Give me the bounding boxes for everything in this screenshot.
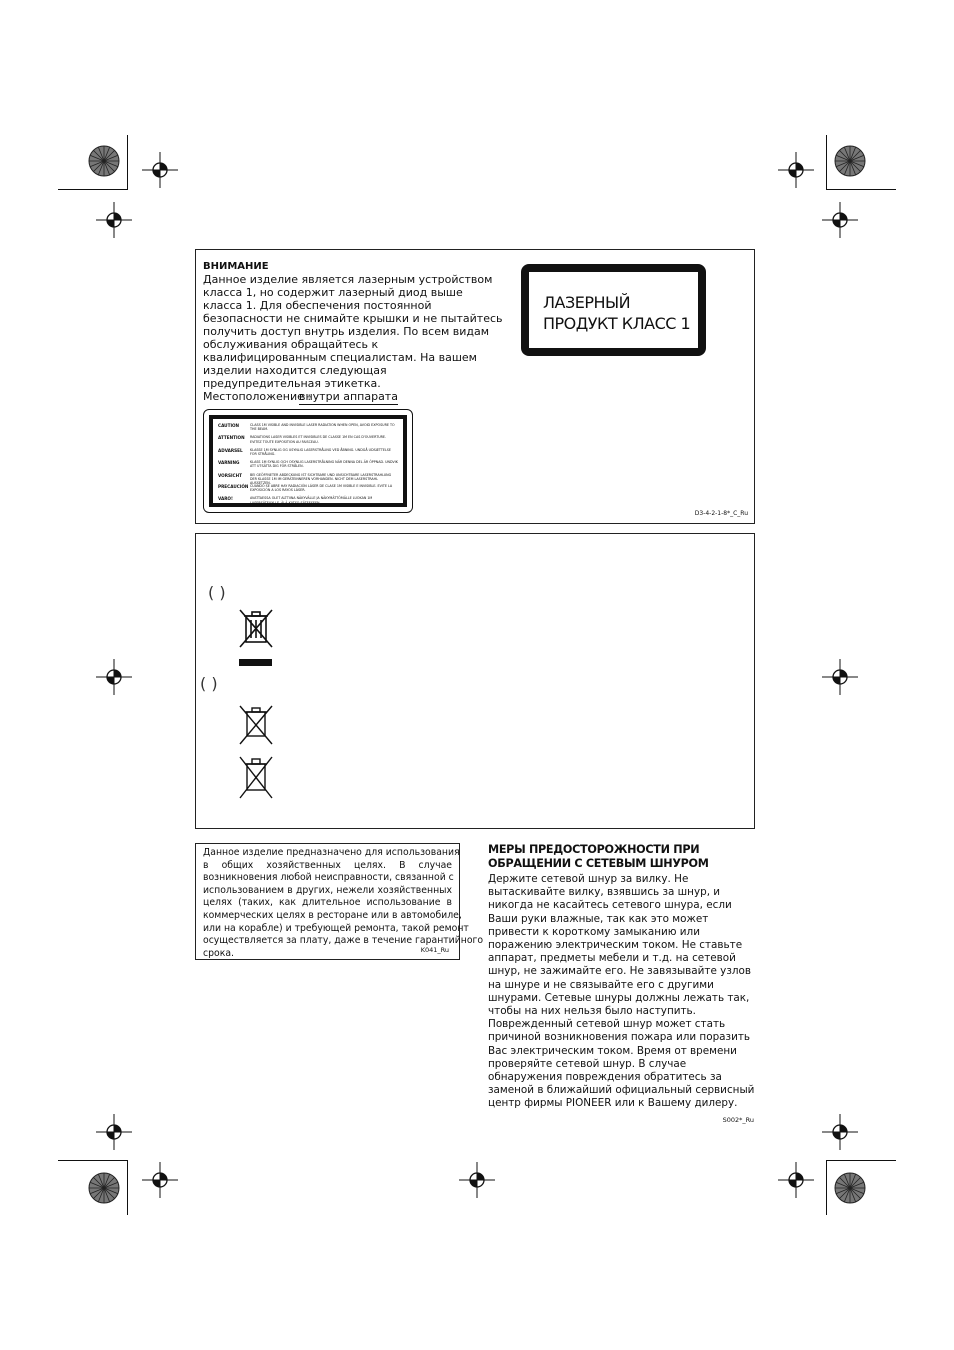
registration-mark-icon [459,1162,495,1198]
sticker-text: CUANDO SE ABRE HAY RADIACIÓN LÁSER DE CLASE 1M VISIBLE E INVISIBLE. EVITE LA EXPOSICIÓN A LOS RAYOS LÁSER. [250,483,393,493]
power-cord-line: шнурами. Сетевые шнуры должны лежать так, [488,991,750,1004]
laser-text-line: обслуживания обращайтесь к [203,338,379,351]
power-cord-heading: ОБРАЩЕНИИ С СЕТЕВЫМ ШНУРОМ [488,857,709,870]
notice-line: в общих хозяйственных целях. В случае [203,859,452,871]
registration-mark-icon [142,1162,178,1198]
power-cord-line: Держите сетевой шнур за вилку. Не [488,873,689,885]
location-label: Местоположение : [203,390,312,403]
starburst-target-icon [88,1172,120,1204]
sticker-row [218,448,399,456]
laser-class-label [521,264,706,356]
laser-text-line: предупредительная этикетка. [203,377,381,390]
power-cord-line: центр фирмы PIONEER или к Вашему дилеру. [488,1097,738,1110]
laser-code: D3-4-2-1-8*_C_Ru [694,510,748,517]
notice-line: срока. [203,947,234,959]
sticker-row [218,496,399,504]
power-cord-line: поражению электрическим током. Не ставьте [488,939,743,952]
laser-text-line: изделии находится следующая [203,364,387,377]
crossed-bin-icon [236,607,276,657]
sticker-text: KLASSE 1M SYNLIG OG USYNLIG LASERSTRÅLING VED ÅBNING. UNDGÅ UDSÆTTELSE FOR STRÅLING. [250,447,391,456]
sticker-row [218,460,399,468]
laser-text-line: класса 1. Для обеспечения постоянной [203,299,432,312]
laser-text-line: квалифицированным специалистам. На вашем [203,351,477,364]
sticker-text: AVATTAESSA OLET ALTTIINA NÄKYVÄLLE JA NÄKYMÄTTÖMÄLLE LUOKAN 1M LASERSÄTEILYLLE. ÄLÄ KATSO SÄTEESEEN. [250,496,373,505]
crossed-bin-icon [236,754,276,800]
power-cord-line: Вас электрическим током. Время от времени [488,1044,737,1057]
registration-mark-icon [96,202,132,238]
starburst-target-icon [834,145,866,177]
starburst-target-icon [88,145,120,177]
power-cord-line: аппарат, предметы мебели и т.д. на сетевой [488,952,736,965]
registration-mark-icon [96,659,132,695]
power-cord-line: вытаскивайте вилку, взявшись за шнур, и [488,886,721,899]
disposal-box [195,533,755,829]
sticker-text: RADIATIONS LASER VISIBLES ET INVISIBLES DE CLASSE 1M EN CAS D'OUVERTURE. EVITEZ TOUTE EXPOSITION AU FAISCEAU. [250,435,387,444]
power-cord-line: на шнуре и не связывайте его с другими [488,978,714,991]
sticker-key: VARNING [218,460,240,466]
sticker-row [218,423,399,431]
laser-text-line: Данное изделие является лазерным устройством [203,273,493,286]
notice-line: возникновения любой неисправности, связанной с [203,872,454,884]
class-label-line2: ПРОДУКТ КЛАСС 1 [543,314,691,333]
notice-line: коммерческих целях в ресторане или в автомобиле, [203,909,462,921]
notice-line: или на корабле) и требующей ремонта, такой ремонт [203,922,469,934]
laser-heading: ВНИМАНИЕ [203,261,269,272]
warning-sticker [203,409,413,513]
power-cord-line: проверяйте сетевой шнур. В случае [488,1057,687,1070]
location-value: внутри аппарата [299,390,398,403]
power-cord-code: S002*_Ru [722,1116,754,1124]
sticker-key: VARO! [218,496,233,502]
sticker-row [218,484,399,492]
laser-text-line: безопасности не снимайте крышки и не пытайтесь [203,312,503,325]
paren-block-2: ( ) [200,674,218,693]
laser-text-line: класса 1, но содержит лазерный диод выше [203,286,463,299]
registration-mark-icon [778,152,814,188]
notice-line: осуществляется за плату, даже в течение гарантийного [203,935,484,947]
bin-underline-bar [239,659,272,666]
sticker-text: KLASS 1M SYNLIG OCH OSYNLIG LASERSTRÅLNING NÄR DENNA DEL ÄR ÖPPNAD. UNDVIK ATT UTSÄTTA DIG FÖR STRÅLEN. [250,460,398,469]
power-cord-line: чтобы на них нельзя было наступить. [488,1005,696,1018]
power-cord-section [488,843,756,1133]
power-cord-line: причиной возникновения пожара или поразить [488,1031,750,1044]
starburst-target-icon [834,1172,866,1204]
power-cord-line: заменой в ближайший официальный сервисный [488,1084,755,1097]
power-cord-line: привести к короткому замыканию или [488,925,700,938]
sticker-key: VORSICHT [218,472,242,478]
paren-block-1: ( ) [208,583,226,602]
household-notice-box [195,843,484,960]
registration-mark-icon [142,152,178,188]
power-cord-line: обнаружения повреждения обратитесь за [488,1071,722,1084]
sticker-key: CAUTION [218,423,240,428]
sticker-row [218,472,399,485]
registration-mark-icon [822,1114,858,1150]
notice-code: K041_Ru [420,946,449,954]
notice-line: использованием в других, нежели хозяйственных [203,884,452,896]
sticker-row [218,435,399,443]
power-cord-line: никогда не касайтесь сетевого шнура, если [488,899,732,912]
registration-mark-icon [822,659,858,695]
class-label-line1: ЛАЗЕРНЫЙ [543,293,631,312]
crossed-bin-icon [236,704,276,746]
sticker-text: CLASS 1M VISIBLE AND INVISIBLE LASER RADIATION WHEN OPEN, AVOID EXPOSURE TO THE BEAM. [250,423,395,432]
sticker-key: ADVARSEL [218,447,243,453]
sticker-key: PRECAUCIÓN [218,483,249,489]
laser-text-line: получить доступ внутрь изделия. По всем видам [203,325,490,338]
sticker-text: BEI GEÖFFNETER ABDECKUNG IST SICHTBARE UND UNSICHTBARE LASERSTRAHLUNG DER KLASSE 1M IM GERÄTEINNEREN VORHANDEN. NICHT DEM LASERSTRAHL AUSSETZEN. [250,472,392,485]
registration-mark-icon [822,202,858,238]
power-cord-line: Ваши руки влажные, так как это может [488,912,709,925]
notice-line: целях (таких, как длительное использование в [203,897,452,909]
notice-line: Данное изделие предназначено для использования [203,847,460,858]
power-cord-heading: МЕРЫ ПРЕДОСТОРОЖНОСТИ ПРИ [488,843,700,856]
registration-mark-icon [96,1114,132,1150]
laser-warning-box [195,249,755,524]
sticker-key: ATTENTION [218,435,245,441]
registration-mark-icon [778,1162,814,1198]
power-cord-line: Поврежденный сетевой шнур может стать [488,1018,726,1031]
power-cord-line: шнур, не зажимайте его. Не завязывайте узлов [488,965,751,978]
